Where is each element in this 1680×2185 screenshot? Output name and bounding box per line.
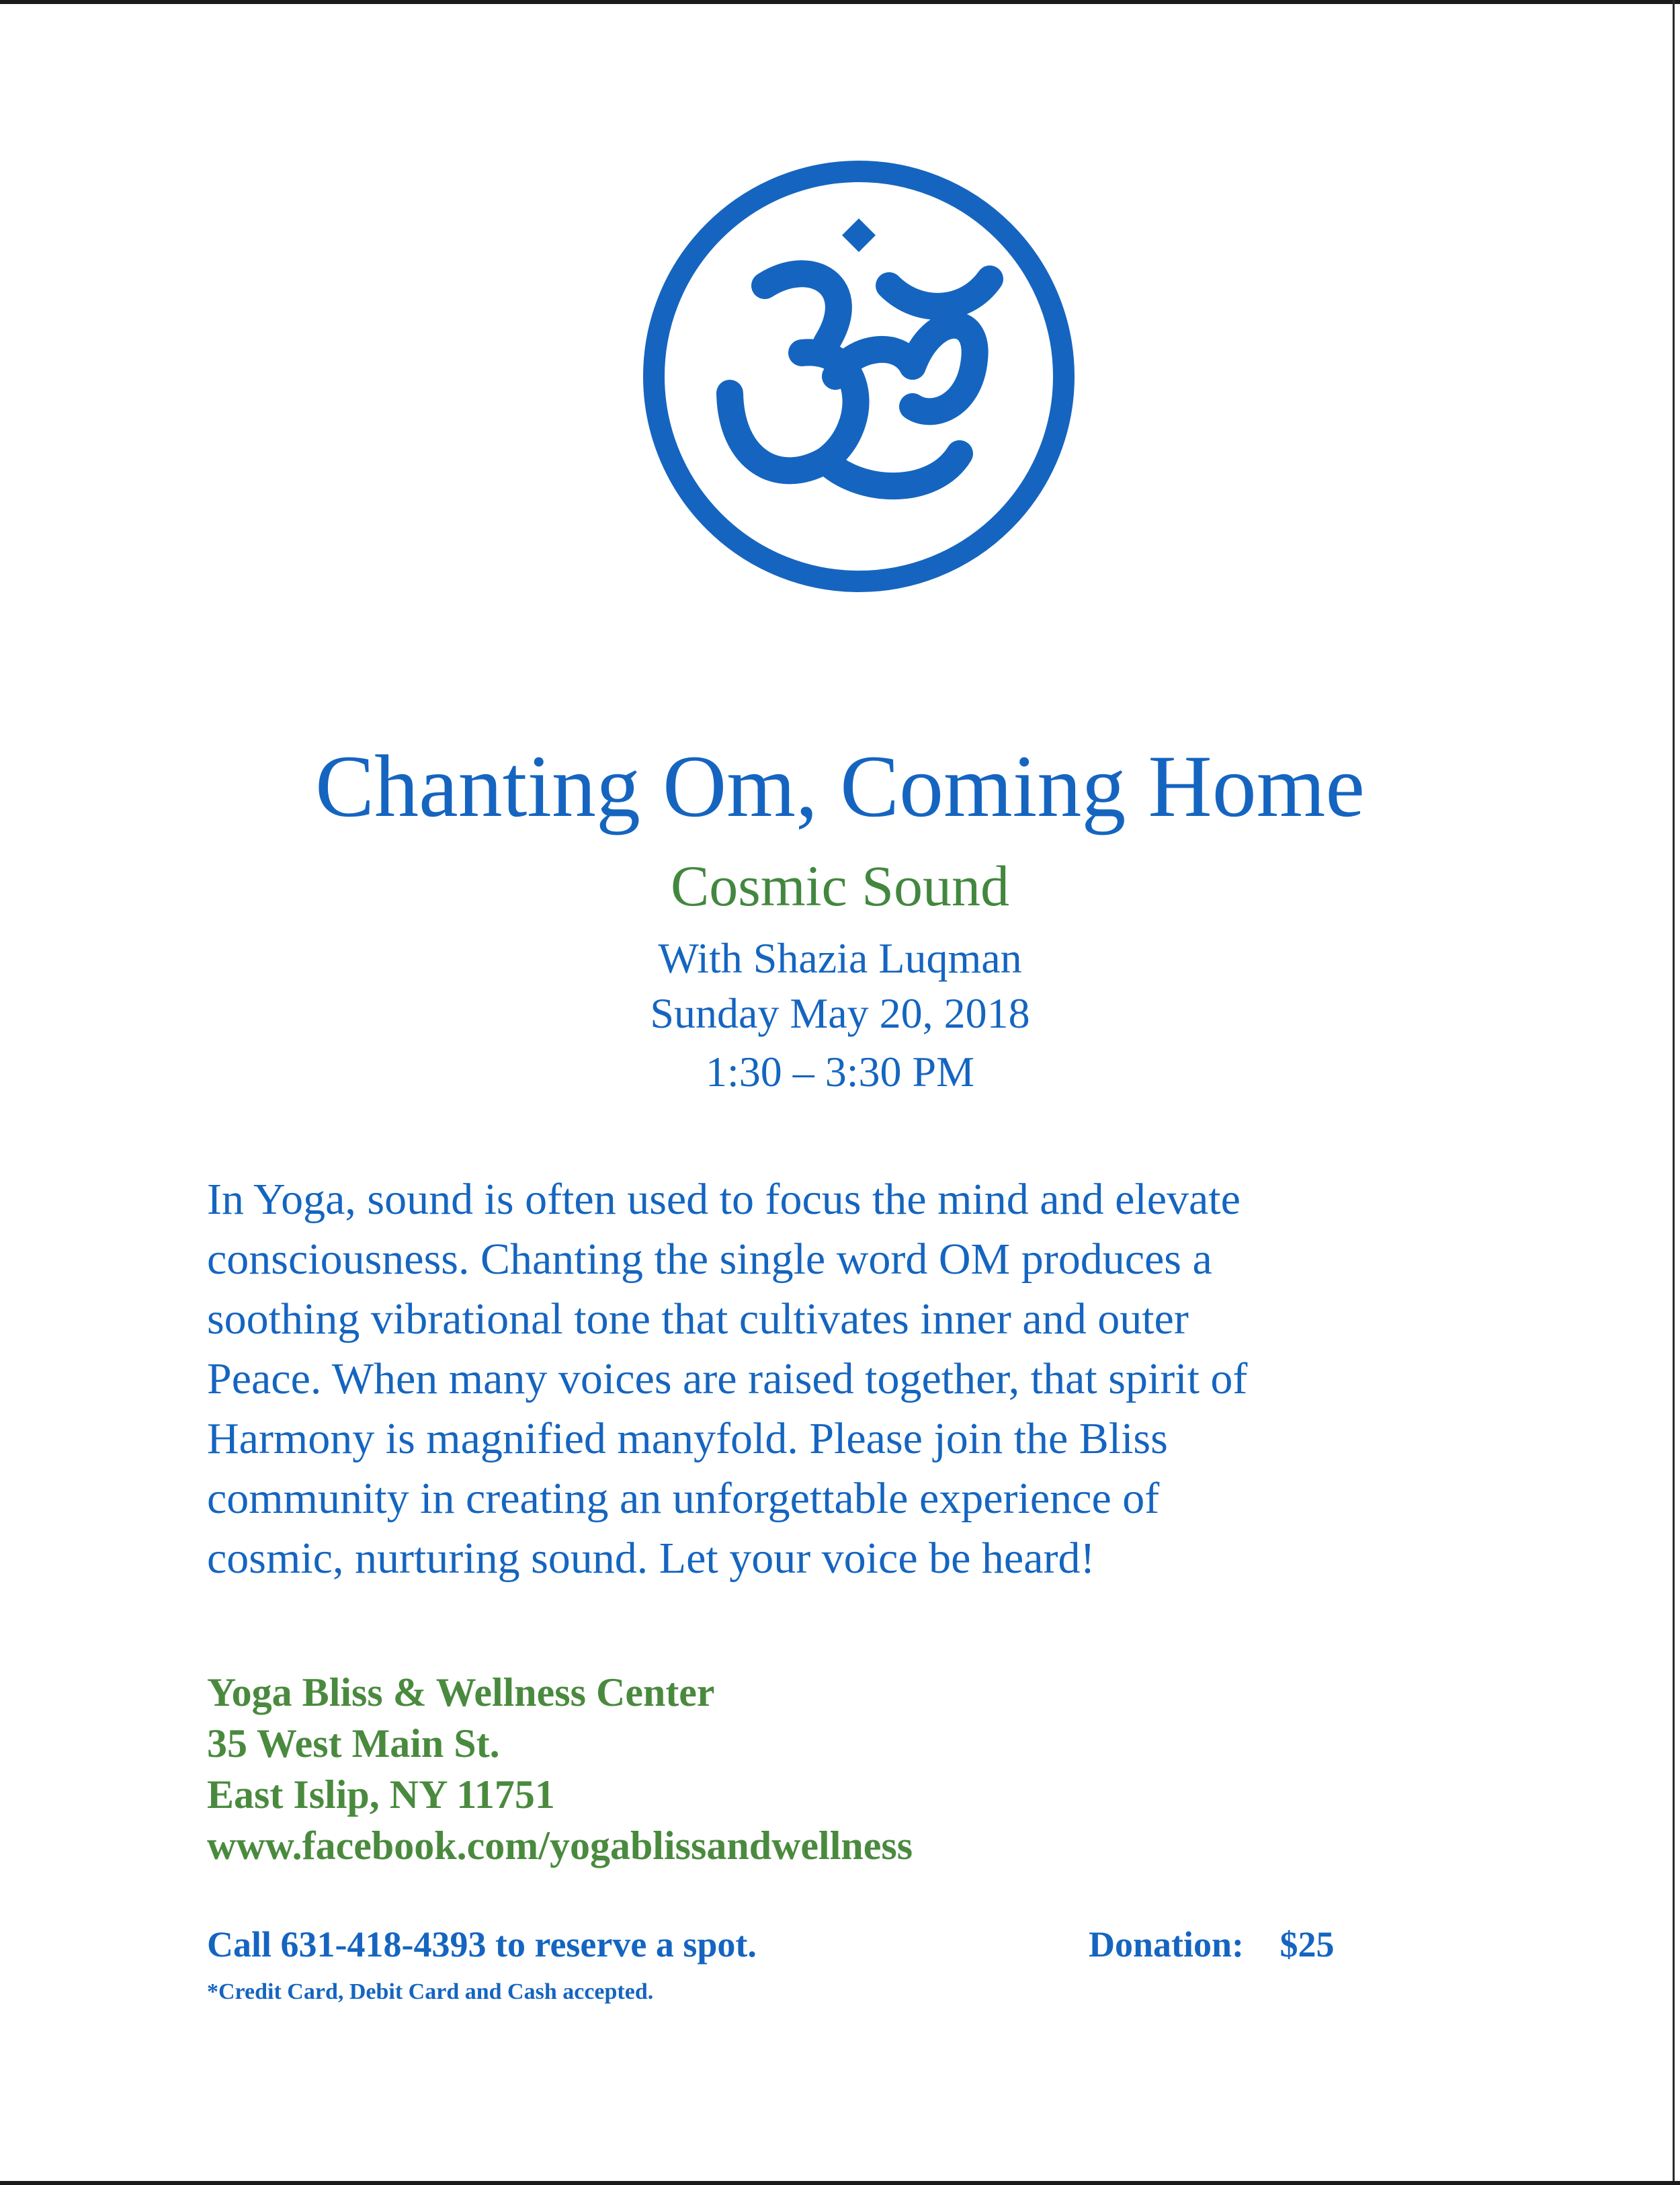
event-date: Sunday May 20, 2018 <box>650 989 1030 1037</box>
description-line: Peace. When many voices are raised together, that spirit of <box>207 1354 1248 1403</box>
venue-name: Yoga Bliss & Wellness Center <box>207 1670 715 1715</box>
event-subtitle: Cosmic Sound <box>670 854 1010 918</box>
event-description <box>207 1169 1632 1588</box>
venue-address <box>207 1667 913 1871</box>
donation-label: Donation: <box>1089 1924 1245 1965</box>
payment-note: *Credit Card, Debit Card and Cash accepted. <box>207 1979 654 2004</box>
scan-edge-bottom <box>0 2181 1680 2185</box>
description-line: In Yoga, sound is often used to focus the mind and elevate <box>207 1175 1241 1224</box>
description-line: community in creating an unforgettable experience of <box>207 1474 1160 1523</box>
donation-info <box>1089 1921 1335 1968</box>
description-line: consciousness. Chanting the single word OM produces a <box>207 1235 1212 1284</box>
donation-amount: $25 <box>1279 1924 1335 1965</box>
description-line: soothing vibrational tone that cultivates inner and outer <box>207 1294 1189 1344</box>
scan-edge-top <box>0 0 1680 4</box>
event-title: Chanting Om, Coming Home <box>315 737 1365 835</box>
description-line: cosmic, nurturing sound. Let your voice be heard! <box>207 1534 1095 1583</box>
venue-website: www.facebook.com/yogablissandwellness <box>207 1823 913 1868</box>
venue-street: 35 West Main St. <box>207 1721 500 1766</box>
reserve-phone: Call 631-418-4393 to reserve a spot. <box>207 1924 757 1965</box>
event-host: With Shazia Luqman <box>658 934 1022 982</box>
description-line: Harmony is magnified manyfold. Please join the Bliss <box>207 1414 1168 1463</box>
venue-city: East Islip, NY 11751 <box>207 1772 555 1817</box>
om-symbol-icon <box>630 145 1087 608</box>
event-time: 1:30 – 3:30 PM <box>705 1048 975 1096</box>
